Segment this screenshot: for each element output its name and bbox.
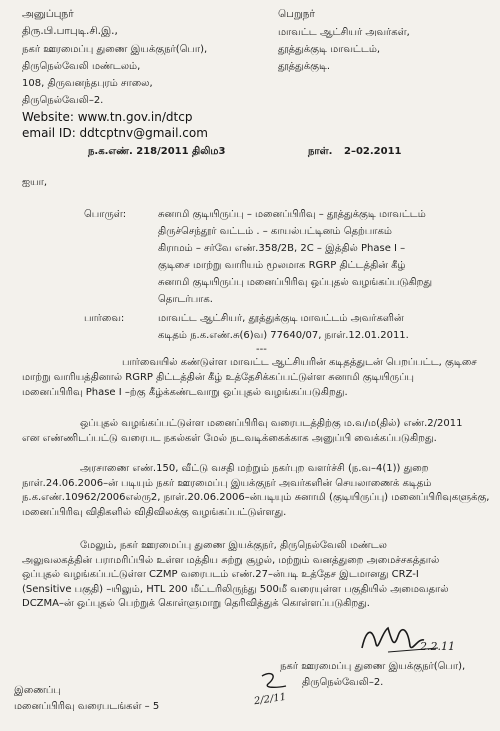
paragraph-line: ஒப்புதல் வழங்கப்பட்டுள்ள மனைப்பிரிவு வரைபடத்திற்கு ம.வ/ம(தில்) எண்.2/2011 <box>80 418 463 429</box>
sender-designation: நகர் ஊரமைப்பு துணை இயக்குநர்(பொ), <box>22 44 208 55</box>
subject-line: சுனாமி குடியிருப்பு – மனைப்பிரிவு – தூத்துக்குடி மாவட்டம் <box>158 209 426 220</box>
enclosure-heading: இணைப்பு <box>14 685 61 696</box>
recipient-line-1: மாவட்ட ஆட்சியர் அவர்கள், <box>278 27 410 38</box>
body-paragraph-2 <box>22 417 482 446</box>
initial-scribble <box>258 670 292 692</box>
initial-date: 2/2/11 <box>253 691 287 708</box>
sender-website: Website: www.tn.gov.in/dtcp <box>22 110 193 124</box>
paragraph-line: (Sensitive பகுதி) –யிலும், HTL 200 மீட்டரிலிருந்து 500மீ வரையுள்ள பகுதியில் அமைவதால் <box>22 583 449 595</box>
subject-label: பொருள்: <box>84 209 127 220</box>
recipient-line-3: தூத்துக்குடி. <box>278 61 331 72</box>
paragraph-line: நாள்.24.06.2006–ன் படியும் நகர் ஊரமைப்பு இயக்குநர் அவர்களின் செயலாணைக் கடிதம் <box>22 477 432 489</box>
paragraph-line: ந.க.எண்.10962/2006எல்ரு2, நாள்.20.06.2006–ன்படியும் சுனாமி (குடியிருப்பு) மனைப்பிரிவுகளுக்கு, <box>22 492 490 503</box>
reference-label: பார்வை: <box>84 313 125 324</box>
subject-line: திருச்செந்தூர் வட்டம் . – காயல்பட்டினம் தெற்பாகம் <box>158 226 392 237</box>
enclosure-item: மனைப்பிரிவு வரைபடங்கள் – 5 <box>14 701 160 712</box>
reference-line: மாவட்ட ஆட்சியர், தூத்துக்குடி மாவட்டம் அவர்களின் <box>158 313 404 324</box>
paragraph-line: மாற்று வாரியத்தினால் RGRP திட்டத்தின் கீழ் உத்தேசிக்கப்பட்டுள்ள சுனாமி குடியிருப்பு <box>22 372 414 383</box>
salutation: ஐயா, <box>22 177 48 188</box>
reference-separator: --- <box>256 344 267 355</box>
date-label: நாள். <box>308 146 333 157</box>
body-paragraph-3 <box>22 462 490 520</box>
body-paragraph-4 <box>22 539 482 612</box>
paragraph-line: மனைப்பிரிவு விதிகளில் விதிவிலக்கு வழங்கப்பட்டுள்ளது. <box>22 506 287 518</box>
paragraph-line: பார்வையில் கண்டுள்ள மாவட்ட ஆட்சியரின் கடிதத்துடன் பெறப்பட்ட, குடிசை <box>122 357 477 368</box>
reference-number: ந.க.எண். 218/2011 திலிம3 <box>88 146 226 157</box>
subject-line: தொடர்பாக. <box>158 294 213 305</box>
paragraph-line: அலுவலகத்தின் பராமரிப்பில் உள்ள மத்திய சுற்று சூழல், மற்றும் வனத்துறை அமைச்சகத்தால் <box>22 554 440 566</box>
paragraph-line: DCZMA–ன் ஒப்புதல் பெற்றுக் கொள்ளுமாறு தெரிவித்துக் கொள்ளப்படுகிறது. <box>22 598 370 609</box>
paragraph-line: ஒப்புதல் வழங்கப்பட்டுள்ள CZMP வரைபடம் எண்.27–ன்படி உத்தேச இடமானது CRZ-I <box>22 569 419 580</box>
subject-line: குடிசை மாற்று வாரியம் மூலமாக RGRP திட்டத்தின் கீழ் <box>158 260 406 271</box>
recipient-heading: பெறுநர் <box>278 8 315 20</box>
body-paragraph-1-cont <box>22 371 482 400</box>
subject-line: கிராமம் – சர்வே எண்.358/2B, 2C – இத்தில் Phase I – <box>158 243 406 254</box>
paragraph-line: மேலும், நகர் ஊரமைப்பு துணை இயக்குநர், திருநெல்வேலி மண்டல <box>80 540 387 551</box>
reference-line: கடிதம் ந.க.எண்.சு(6)வ) 77640/07, நாள்.12.01.2011. <box>158 330 409 341</box>
paragraph-line: மனைப்பிரிவு Phase I –ற்கு கீழ்க்கண்டவாறு ஒப்புதல் வழங்கப்படுகிறது. <box>22 386 348 398</box>
sender-street: 108, திருவனந்தபுரம் சாலை, <box>22 78 153 89</box>
paragraph-line: அரசாணை எண்.150, வீட்டு வசதி மற்றும் நகர்புற வளர்ச்சி (ந.வ–4(1)) துறை <box>80 463 429 474</box>
sender-region: திருநெல்வேலி மண்டலம், <box>22 61 141 72</box>
recipient-line-2: தூத்துக்குடி மாவட்டம், <box>278 44 381 55</box>
sender-city: திருநெல்வேலி–2. <box>22 95 104 106</box>
sender-heading: அனுப்புநர் <box>22 8 74 20</box>
paragraph-line: என எண்ணிடப்பட்டு வரைபட நகல்கள் மேல் நடவடிக்கைக்காக அனுப்பி வைக்கப்படுகிறது. <box>22 432 437 444</box>
subject-line: சுனாமி குடியிருப்பு மனைப்பிரிவு ஒப்புதல் வழங்கப்படுகிறது <box>158 277 433 288</box>
date-value: 2–02.2011 <box>344 146 402 157</box>
signature-date: 2.2.11 <box>420 640 455 653</box>
signatory-city: திருநெல்வேலி–2. <box>302 677 384 688</box>
sender-email: email ID: ddtcptnv@gmail.com <box>22 126 208 140</box>
signature-scribble <box>358 618 468 660</box>
signatory-designation: நகர் ஊரமைப்பு துணை இயக்குநர்(பொ), <box>280 661 466 672</box>
sender-name: திரு.பி.பாபுடி.சி.இ., <box>22 25 118 37</box>
body-paragraph-1 <box>84 356 480 371</box>
